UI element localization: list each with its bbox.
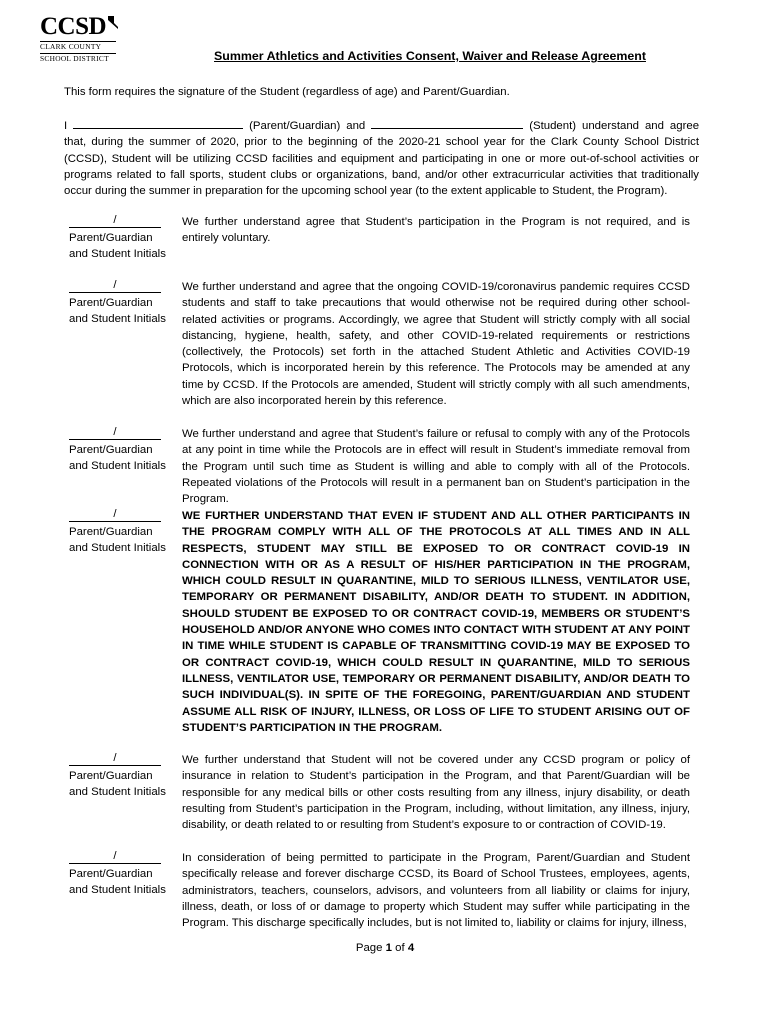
initials-label: Parent/Guardian xyxy=(69,444,153,456)
initials-block xyxy=(69,752,173,801)
of-word: of xyxy=(395,942,405,954)
page-word: Page xyxy=(355,942,383,954)
initials-label: Parent/Guardian xyxy=(69,526,153,538)
initials-label: Parent/Guardian xyxy=(69,770,153,782)
initials-label: Parent/Guardian xyxy=(69,868,153,880)
initials-label: and Student Initials xyxy=(69,313,166,326)
clause-text-warning: WE FURTHER UNDERSTAND THAT EVEN IF STUDENT AND ALL OTHER PARTICIPANTS IN THE PROGRAM COMPLY WITH ALL OF THE PROTOCOLS AT ALL TIMES AND IN ALL RESPECTS, STUDENT MAY STILL BE EXPOSED TO OR CONTRACT COVID-19 IN CONNECTION WITH OR AS A RESULT OF HIS/HER PARTICIPATION IN THE PROGRAM, WHICH COULD RESULT IN QUARANTINE, MILD TO SERIOUS ILLNESS, VENTILATOR USE, TEMPORARY OR PERMANENT DISABILITY, AND/OR DEATH TO STUDENT. IN ADDITION, SHOULD STUDENT BE EXPOSED TO OR CONTRACT COVID-19, MEMBERS OR STUDENT’S HOUSEHOLD AND/OR ANYONE WHO COMES INTO CONTACT WITH STUDENT AT ANY POINT IN TIME WHILE STUDENT IS CAPABLE OF TRANSMITTING COVID-19 MAY BE EXPOSED TO OR CONTRACT COVID-19, WHICH COULD RESULT IN QUARANTINE, MILD TO SERIOUS ILLNESS, VENTILATOR USE, TEMPORARY OR PERMANENT DISABILITY, AND/OR DEATH TO SUCH INDIVIDUAL(S). IN SPITE OF THE FOREGOING, PARENT/GUARDIAN AND STUDENT ASSUME ALL RISK OF INJURY, ILLNESS, OR LOSS OF LIFE TO STUDENT ARISING OUT OF STUDENT’S PARTICIPATION IN THE PROGRAM. xyxy=(182,510,690,734)
initials-field[interactable]: / xyxy=(69,508,161,522)
clause-text: We further understand and agree that Student’s failure or refusal to comply with any of the Protocols at any point in time while the Protocols are in effect will result in Student’s immediate removal from the Program until such time as Student is willing and able to comply with all of the Protocols. Repeated violations of the Protocols will result in a permanent ban on Student’s participation in the Program. xyxy=(182,428,690,506)
initials-block xyxy=(69,279,173,328)
intro-text: This form requires the signature of the Student (regardless of age) and Parent/Guardian. xyxy=(64,86,510,98)
parent-name-field[interactable] xyxy=(73,117,243,129)
initials-field[interactable]: / xyxy=(69,752,161,766)
student-name-field[interactable] xyxy=(371,117,523,129)
initials-field[interactable]: / xyxy=(69,214,161,228)
initials-block xyxy=(69,508,173,557)
initials-label: Parent/Guardian xyxy=(69,297,153,309)
nevada-state-icon xyxy=(108,16,118,29)
ccsd-logo xyxy=(40,14,120,66)
initials-label: and Student Initials xyxy=(69,542,166,555)
consent-paragraph xyxy=(64,117,699,199)
clause-text: We further understand that Student will not be covered under any CCSD program or policy of insurance in relation to Student’s participation in the Program, and that Parent/Guardian will be responsible for any medical bills or other costs resulting from any illness, injury disability, or death resulting from Student’s participation in the Program, including, without limitation, any illness, injury, disability, or death related to or resulting from Student’s exposure to or contraction of COVID-19. xyxy=(182,754,690,832)
logo-line1: CLARK COUNTY xyxy=(40,42,102,51)
consent-rest: (Student) understand and agree that, during the summer of 2020, prior to the beginning of the 2020-21 school year for the Clark County School District (CCSD), Student will be utilizing CCSD facilities and equipment and participating in one or more out-of-school activities or programs related to fall sports, student clubs or organizations, band, and/or other extracurricular activities that traditionally occur during the summer in preparation for the upcoming school year (to the extent applicable to Student, the Program). xyxy=(64,120,700,198)
initials-label: and Student Initials xyxy=(69,460,166,473)
parent-label: (Parent/Guardian) and xyxy=(249,120,366,132)
initials-label: Parent/Guardian xyxy=(69,232,153,244)
initials-label: and Student Initials xyxy=(69,248,166,261)
document-title: Summer Athletics and Activities Consent, Waiver and Release Agreement xyxy=(214,49,646,63)
page-total: 4 xyxy=(407,942,415,954)
initials-label: and Student Initials xyxy=(69,884,166,897)
clause-text: We further understand and agree that the ongoing COVID-19/coronavirus pandemic requires CCSD students and staff to take precautions that would otherwise not be required during other school-related activities or programs. Accordingly, we agree that Student will strictly comply with all social distancing, hygiene, health, safety, and other COVID-19-related requirements or restrictions (collectively, the Protocols) set forth in the attached Student Athletic and Activities COVID-19 Protocols, which is incorporated herein by this reference. The Protocols may be amended at any time by CCSD. If the Protocols are amended, Student will strictly comply with all such amendments, which are also incorporated herein by this reference. xyxy=(182,281,690,408)
page-number: 1 xyxy=(385,942,392,954)
consent-prefix: I xyxy=(64,120,68,132)
clause-text: We further understand agree that Student’s participation in the Program is not required, and is entirely voluntary. xyxy=(182,216,690,245)
clause-text: In consideration of being permitted to participate in the Program, Parent/Guardian and Student specifically release and forever discharge CCSD, its Board of School Trustees, employees, agents, administrators, teachers, counselors, advisors, and volunteers from all liability or claims for injury, illness, death, or loss of or damage to property which Student may suffer while participating in the Program. This discharge specifically includes, but is not limited to, liability or claims for injury, illness, xyxy=(182,852,690,930)
initials-block xyxy=(69,850,173,899)
initials-label: and Student Initials xyxy=(69,786,166,799)
page-footer xyxy=(0,942,770,954)
initials-field[interactable]: / xyxy=(69,279,161,293)
logo-mark-text: CCSD xyxy=(40,13,107,40)
initials-block xyxy=(69,426,173,475)
initials-field[interactable]: / xyxy=(69,850,161,864)
initials-field[interactable]: / xyxy=(69,426,161,440)
initials-block xyxy=(69,214,173,263)
logo-line2: SCHOOL DISTRICT xyxy=(40,53,109,63)
